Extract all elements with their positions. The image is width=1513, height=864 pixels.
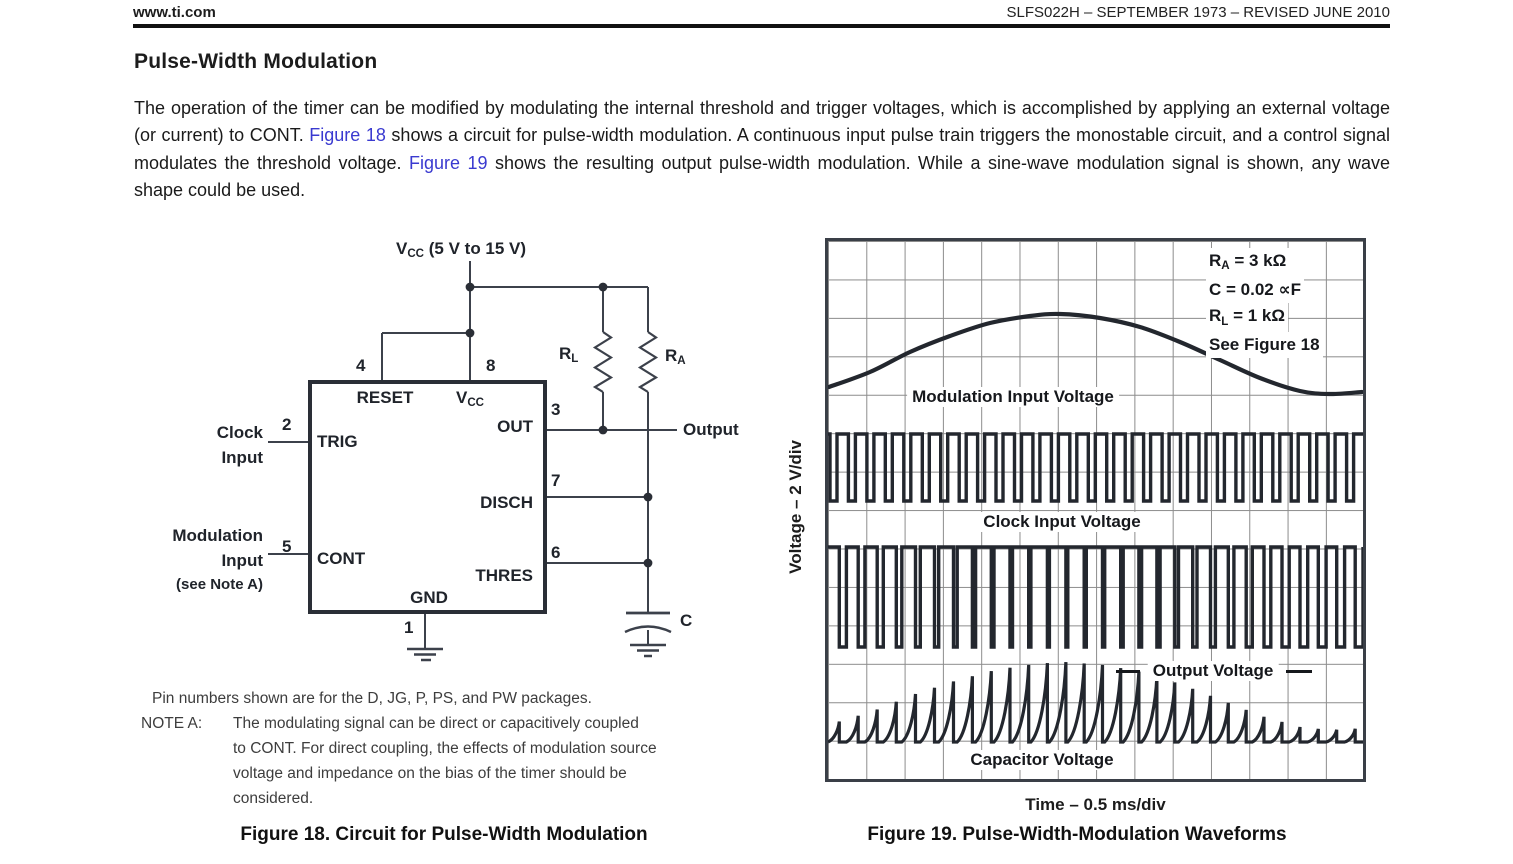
note-a-label: NOTE A:	[141, 715, 203, 732]
ground-symbol-cap	[630, 645, 666, 656]
clock-input-label	[180, 420, 263, 470]
pin5-number: 5	[282, 537, 292, 556]
pin3-number: 3	[551, 400, 561, 419]
vcc-pin-label: $V_{CC}$	[455, 388, 485, 410]
ra-label: $R_A$	[665, 346, 686, 368]
waveform-plot	[825, 238, 1366, 782]
reset-pin-label: RESET	[356, 388, 414, 407]
modulation-input-line3: (see Note A)	[176, 576, 263, 593]
pin7-number: 7	[551, 471, 561, 490]
modulation-input-label	[130, 524, 263, 598]
ti-website-link[interactable]: www.ti.com	[133, 4, 216, 21]
pin4-number: 4	[356, 356, 366, 375]
pin1-number: 1	[404, 618, 414, 637]
paragraph-text: The operation of the timer can be modified by modulating the internal threshold and trigger voltages, which is accomplished by applying an external voltage (or current) to CONT.	[134, 98, 1390, 146]
figure18-caption: Figure 18. Circuit for Pulse-Width Modulation	[240, 824, 648, 845]
pin2-number: 2	[282, 415, 292, 434]
modulation-input-line1: Modulation	[172, 526, 263, 545]
output-trace-label: Output Voltage	[1148, 661, 1279, 681]
annotation-rl: $R_L = 1$ kΩ	[1206, 303, 1288, 332]
x-axis-label: Time – 0.5 ms/div	[1025, 795, 1166, 814]
clock-input-line2: Input	[221, 448, 263, 467]
note-a-line2: to CONT. For direct coupling, the effects of modulation source	[233, 740, 657, 757]
circuit-diagram	[0, 0, 780, 680]
figure-cross-reference-link[interactable]: Figure 18	[309, 125, 386, 146]
thres-pin-label: THRES	[475, 566, 533, 585]
resistor-ra-symbol	[640, 332, 656, 392]
circuit-wires	[268, 261, 677, 649]
pin8-number: 8	[486, 356, 496, 375]
trig-pin-label: TRIG	[317, 432, 358, 451]
paragraph-text: shows a circuit for pulse-width modulation. A continuous input pulse train triggers the monostable circuit, and a control signal modulates the threshold voltage.	[134, 125, 1390, 173]
test-conditions-annotation	[1206, 248, 1323, 358]
resistor-rl-symbol	[595, 332, 611, 392]
section-title: Pulse-Width Modulation	[134, 50, 378, 73]
clock-trace-label: Clock Input Voltage	[978, 512, 1145, 532]
output-label-dash-right	[1286, 670, 1312, 673]
note-a-line3: voltage and impedance on the bias of the timer should be	[233, 765, 627, 782]
output-label-dash-left	[1116, 670, 1140, 673]
note-a-line1: The modulating signal can be direct or capacitively coupled	[233, 715, 639, 732]
modulation-input-line2: Input	[221, 550, 263, 570]
document-id: SLFS022H – SEPTEMBER 1973 – REVISED JUNE 2010	[1006, 4, 1390, 21]
capacitor-symbol	[625, 613, 671, 632]
note-a-line4: considered.	[233, 790, 314, 807]
capacitor-trace-label: Capacitor Voltage	[965, 750, 1118, 770]
vcc-supply-label: $V_{CC}$ (5 V to 15 V)	[396, 239, 527, 261]
annotation-see-figure: See Figure 18	[1206, 332, 1323, 359]
clock-input-line1: Clock	[216, 423, 263, 442]
annotation-c: C = 0.02 ∝F	[1206, 277, 1304, 304]
disch-pin-label: DISCH	[480, 493, 533, 512]
cont-pin-label: CONT	[317, 549, 366, 568]
clock-waveform	[828, 434, 1363, 501]
output-terminal-label: Output	[683, 420, 739, 439]
y-axis-label: Voltage – 2 V/div	[786, 440, 805, 574]
figure-cross-reference-link[interactable]: Figure 19	[409, 152, 488, 173]
paragraph-text: shows the resulting output pulse-width modulation. While a sine-wave modulation signal is shown, any wave shape could be used.	[134, 152, 1390, 200]
output-waveform	[828, 547, 1363, 647]
capacitor-waveform	[828, 662, 1363, 742]
capacitor-label: C	[680, 611, 693, 630]
pin-packages-note: Pin numbers shown are for the D, JG, P, PS, and PW packages.	[152, 690, 592, 707]
pin6-number: 6	[551, 543, 561, 562]
annotation-ra: $R_A = 3$ kΩ	[1206, 248, 1289, 277]
ground-symbol-pin1	[407, 649, 443, 660]
note-a-text	[233, 711, 657, 811]
modulation-trace-label: Modulation Input Voltage	[907, 387, 1119, 407]
gnd-pin-label: GND	[410, 588, 448, 607]
figure19-caption: Figure 19. Pulse-Width-Modulation Waveforms	[867, 824, 1287, 845]
out-pin-label: OUT	[497, 417, 533, 436]
rl-label: $R_L$	[559, 344, 579, 366]
